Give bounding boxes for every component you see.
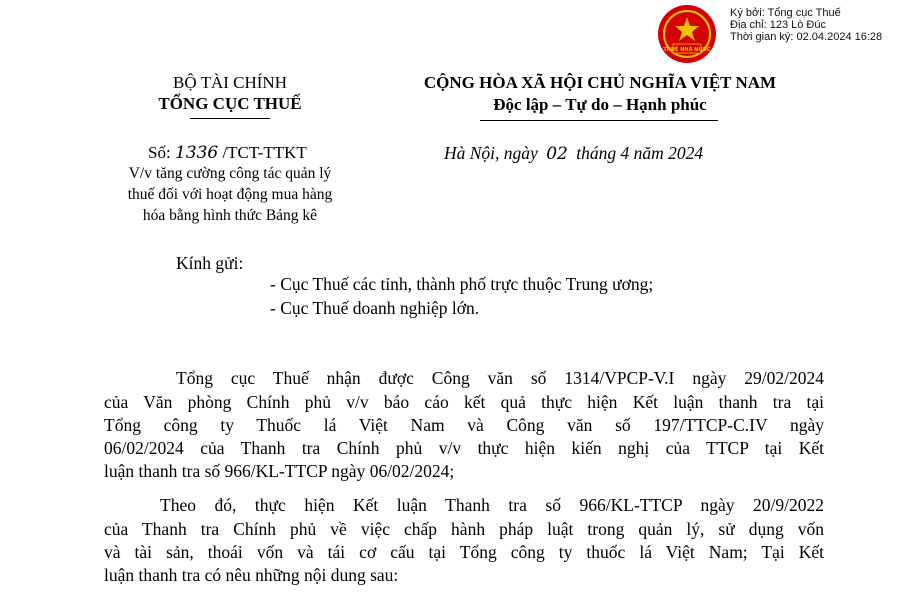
paragraph2-line: và tài sản, thoái vốn và tái cơ cấu tại Tổng công ty thuốc lá Việt Nam; Tại Kết — [104, 542, 824, 562]
subject-line-1: V/v tăng cường công tác quản lý — [128, 165, 332, 182]
seal-text: THUẾ NHÀ NƯỚC — [663, 47, 711, 53]
paragraph1-line: 06/02/2024 của Thanh tra Chính phủ v/v thực hiện kiến nghị của TTCP tại Kết — [104, 438, 824, 458]
paragraph2-line: Theo đó, thực hiện Kết luận Thanh tra số 966/KL-TTCP ngày 20/9/2022 — [160, 495, 824, 515]
date-line — [444, 143, 703, 164]
doc-number-handwritten: 1336 — [174, 143, 219, 163]
date-rest: tháng 4 năm 2024 — [576, 143, 704, 163]
document-number — [148, 143, 307, 163]
subject-line-3: hóa bằng hình thức Bảng kê — [142, 207, 318, 224]
doc-number-prefix: Số: — [148, 143, 171, 162]
nation-title: CỘNG HÒA XÃ HỘI CHỦ NGHĨA VIỆT NAM — [423, 73, 777, 92]
signature-time: Thời gian ký: 02.04.2024 16:28 — [730, 31, 883, 43]
subject-line-2: thuế đối với hoạt động mua hàng — [127, 186, 333, 203]
paragraph1-line: của Văn phòng Chính phủ v/v báo cáo kết quả thực hiện Kết luận thanh tra tại — [104, 392, 824, 412]
recipient-item: - Cục Thuế doanh nghiệp lớn. — [270, 298, 480, 318]
signature-signed-by: Ký bởi: Tổng cục Thuế — [730, 7, 841, 19]
digital-seal — [657, 4, 717, 64]
recipients-label: Kính gửi: — [176, 253, 244, 273]
recipient-item: - Cục Thuế các tỉnh, thành phố trực thuộc Trung ương; — [270, 274, 654, 294]
motto-underline — [480, 120, 718, 121]
signature-address: Địa chỉ: 123 Lò Đúc — [730, 19, 826, 31]
paragraph2-line: của Thanh tra Chính phủ về việc chấp hành pháp luật trong quản lý, sử dụng vốn — [104, 519, 824, 539]
department-name: TỔNG CỤC THUẾ — [158, 94, 302, 113]
paragraph1-line: luận thanh tra số 966/KL-TTCP ngày 06/02/2024; — [104, 461, 455, 481]
state-emblem-icon — [657, 4, 717, 64]
doc-number-suffix: /TCT-TTKT — [222, 143, 307, 162]
date-day-handwritten: 02 — [546, 144, 568, 164]
paragraph2-line: luận thanh tra có nêu những nội dung sau: — [104, 565, 399, 585]
date-place-prefix: Hà Nội, ngày — [444, 143, 538, 163]
national-motto: Độc lập – Tự do – Hạnh phúc — [493, 95, 707, 114]
paragraph1-line: Tổng công ty Thuốc lá Việt Nam và Công văn số 197/TTCP-C.IV ngày — [104, 415, 824, 435]
department-underline — [190, 118, 270, 119]
paragraph1-line: Tổng cục Thuế nhận được Công văn số 1314/VPCP-V.I ngày 29/02/2024 — [176, 368, 824, 388]
ministry-name: BỘ TÀI CHÍNH — [173, 73, 287, 92]
